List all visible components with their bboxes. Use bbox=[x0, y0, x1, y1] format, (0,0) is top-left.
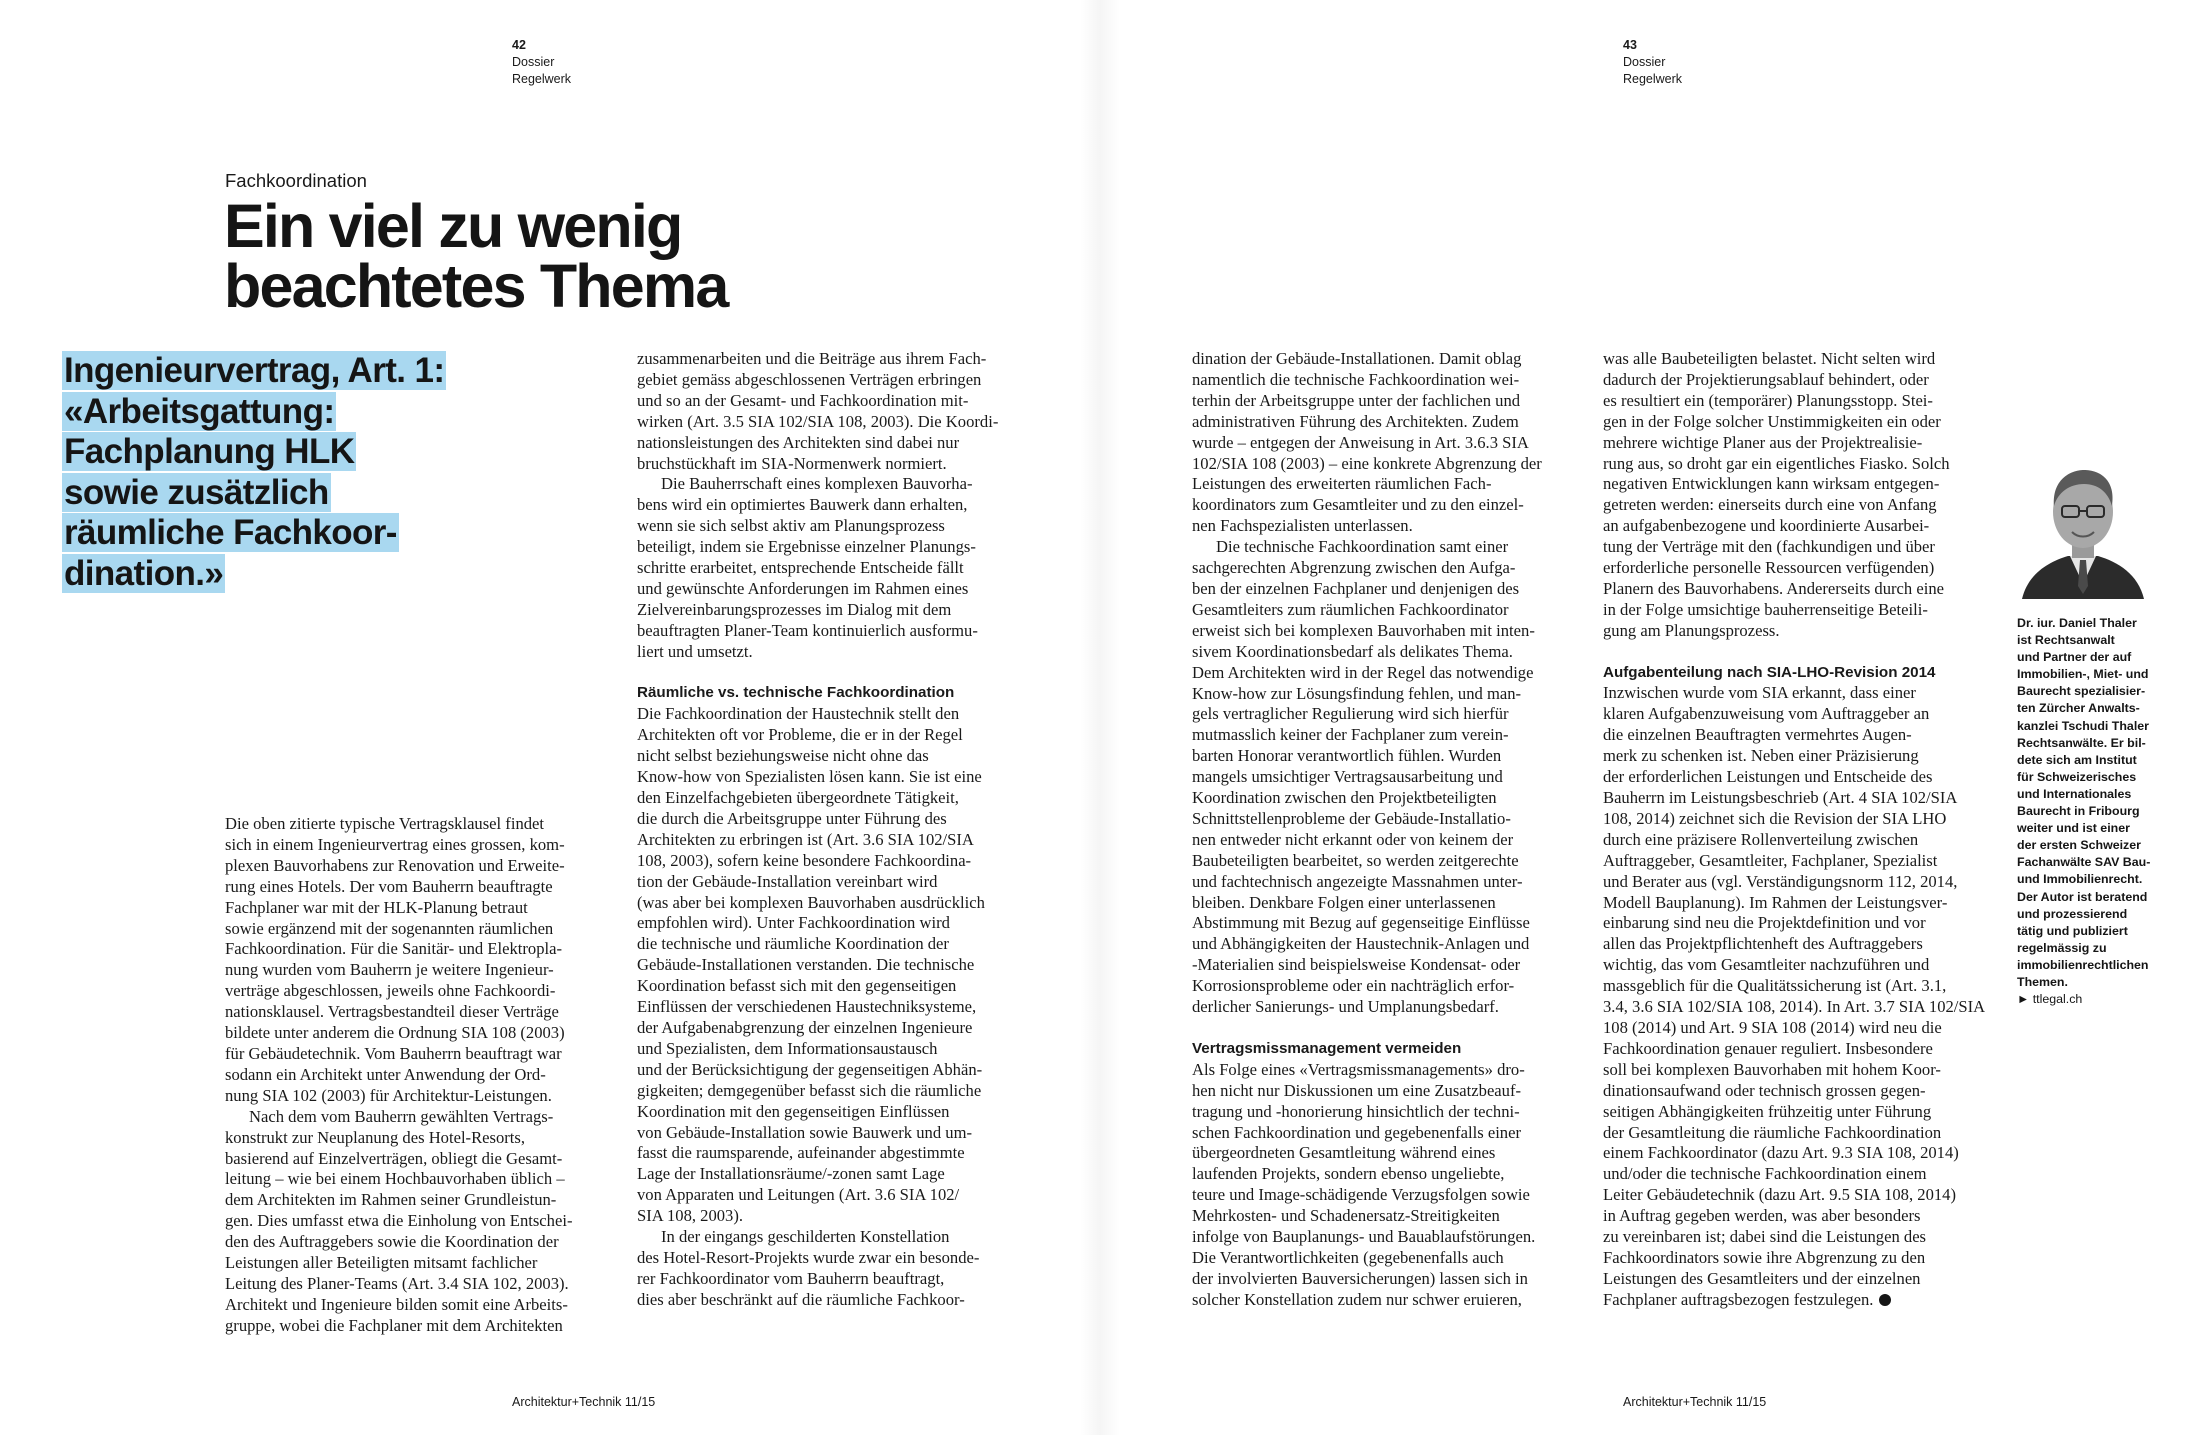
text-line: die technische und räumliche Koordination der bbox=[637, 934, 949, 954]
text-line: fasst die raumsparende, aufeinander abgestimmte bbox=[637, 1143, 965, 1163]
text-line: schen Fachkoordination und gegebenenfalls einer bbox=[1192, 1122, 1521, 1142]
bio-line: Baurecht in Fribourg bbox=[2017, 804, 2140, 819]
text-line: Die technische Fachkoordination samt einer bbox=[1216, 537, 1509, 557]
text-line: durch eine präzisere Rollenverteilung zwischen bbox=[1603, 829, 1919, 849]
text-line: Inzwischen wurde vom SIA erkannt, dass einer bbox=[1603, 683, 1916, 703]
text-line: dination der Gebäude-Installationen. Damit oblag bbox=[1192, 349, 1522, 368]
text-line: Die Bauherrschaft eines komplexen Bauvorha- bbox=[661, 474, 973, 494]
bio-line: und Partner der auf bbox=[2017, 650, 2132, 665]
right-page-footer: Architektur+Technik 11/15 bbox=[1623, 1395, 1767, 1409]
bio-line: tätig und publiziert bbox=[2017, 923, 2128, 938]
body-column-1 bbox=[225, 814, 605, 1337]
text-line: administrativen Führung des Architekten. Zudem bbox=[1192, 411, 1519, 431]
bio-line: dete sich am Institut bbox=[2017, 752, 2137, 767]
col4-text-part1 bbox=[1603, 349, 1993, 642]
text-line: an aufgabenbezogene und koordinierte Ausarbei- bbox=[1603, 516, 1930, 536]
text-line: der involvierten Bauversicherungen) lassen sich in bbox=[1192, 1268, 1528, 1288]
text-line: plexen Bauvorhabens zur Renovation und Erweite- bbox=[225, 855, 565, 875]
right-page-number: 43 bbox=[1623, 38, 1637, 52]
text-line: zusammenarbeiten und die Beiträge aus ihrem Fach- bbox=[637, 349, 987, 368]
text-line: laufenden Projekts, sondern ebenso ungeliebte, bbox=[1192, 1164, 1505, 1184]
author-link[interactable]: ► ttlegal.ch bbox=[2017, 992, 2083, 1007]
text-line: den des Auftraggebers sowie die Koordination der bbox=[225, 1232, 559, 1252]
text-line: verträge abgeschlossen, jeweils ohne Fachkoordi- bbox=[225, 981, 556, 1001]
text-line: wichtig, das vom Gesamtleiter nachzuführen und bbox=[1603, 955, 1930, 975]
text-line: solcher Konstellation zudem nur schwer eruieren, bbox=[1192, 1289, 1522, 1309]
text-line: konstrukt zur Neuplanung des Hotel-Resorts, bbox=[225, 1127, 526, 1147]
text-line: gen. Dies umfasst etwa die Einholung von Entschei- bbox=[225, 1211, 573, 1231]
text-line: gebiet gemäss abgeschlossenen Verträgen erbringen bbox=[637, 369, 982, 389]
bio-line: Immobilien-, Miet- und bbox=[2017, 667, 2149, 682]
text-line: Know-how von Spezialisten lösen kann. Sie ist eine bbox=[637, 767, 982, 787]
left-page-number: 42 bbox=[512, 38, 526, 52]
col4-text-part2 bbox=[1603, 683, 1993, 1310]
text-line: sodann ein Architekt unter Anwendung der Ord- bbox=[225, 1064, 546, 1084]
text-line: Dem Architekten wird in der Regel das notwendige bbox=[1192, 662, 1534, 682]
text-line: klaren Aufgabenzuweisung vom Auftraggeber an bbox=[1603, 704, 1930, 724]
text-line: Architekten oft vor Probleme, die er in der Regel bbox=[637, 725, 963, 745]
text-line: Modell Bauplanung). Im Rahmen der Leistungsver- bbox=[1603, 892, 1948, 912]
text-line: und Abhängigkeiten der Haustechnik-Anlagen und bbox=[1192, 934, 1530, 954]
bio-line: und Internationales bbox=[2017, 786, 2132, 801]
text-line: nationsklausel. Vertragsbestandteil dieser Verträge bbox=[225, 1002, 559, 1022]
article-kicker: Fachkoordination bbox=[225, 170, 367, 191]
text-line: dem Architekten im Rahmen seiner Grundleistun- bbox=[225, 1190, 557, 1210]
text-line: gen in der Folge solcher Unstimmigkeiten ein oder bbox=[1603, 411, 1941, 431]
pull-quote-line: räumliche Fachkoor- bbox=[64, 513, 397, 552]
bio-line: und Immobilienrecht. bbox=[2017, 872, 2143, 887]
left-page-footer: Architektur+Technik 11/15 bbox=[512, 1395, 656, 1409]
text-line: sachgerechten Abgrenzung zwischen den Aufga- bbox=[1192, 558, 1516, 578]
text-line: getreten werden: einerseits durch eine von Anfang bbox=[1603, 495, 1937, 515]
text-line: bruchstückhaft im SIA-Normenwerk normiert. bbox=[637, 453, 947, 473]
pull-quote-line: Fachplanung HLK bbox=[64, 432, 355, 471]
text-line: soll bei komplexen Bauvorhaben mit hohem Koor- bbox=[1603, 1059, 1941, 1079]
text-line: erforderliche personelle Ressourcen verfügenden) bbox=[1603, 558, 1935, 578]
text-line: nen Fachspezialisten unterlassen. bbox=[1192, 516, 1413, 536]
bio-line: ten Zürcher Anwalts- bbox=[2017, 701, 2140, 716]
body-column-4 bbox=[1603, 349, 1993, 1311]
text-line: und fachtechnisch angezeigte Massnahmen unter- bbox=[1192, 871, 1523, 891]
bio-line: immobilienrechtlichen bbox=[2017, 957, 2149, 972]
text-line: Die Verantwortlichkeiten (gegebenenfalls auch bbox=[1192, 1247, 1504, 1267]
text-line: derlicher Sanierungs- und Umplanungsbedarf. bbox=[1192, 997, 1499, 1017]
text-line: koordinators zum Gesamtleiter und zu den einzel- bbox=[1192, 495, 1524, 515]
text-line: für Gebäudetechnik. Vom Bauherrn beauftragt war bbox=[225, 1043, 562, 1063]
text-line: Fachkoordinators sowie ihre Abgrenzung zu den bbox=[1603, 1247, 1926, 1267]
text-line: schritte erarbeitet, entsprechende Entscheide fällt bbox=[637, 558, 964, 578]
text-line: einem Fachkoordinator (dazu Art. 9.3 SIA 108, 2014) bbox=[1603, 1143, 1959, 1163]
text-line: Bauherrn im Leistungsbeschrieb (Art. 4 SIA 102/SIA bbox=[1603, 788, 1958, 808]
text-line: nung SIA 102 (2003) für Architektur-Leistungen. bbox=[225, 1085, 552, 1105]
text-line: massgeblich für die Qualitätssicherung ist (Art. 3.1, bbox=[1603, 976, 1947, 996]
text-line: Architekt und Ingenieure bilden somit eine Arbeits- bbox=[225, 1294, 568, 1314]
pull-quote-line: sowie zusätzlich bbox=[64, 472, 329, 512]
page-gutter bbox=[1080, 0, 1120, 1435]
text-line: Know-how zur Lösungsfindung fehlen, und man- bbox=[1192, 683, 1522, 703]
text-line: zu vereinbaren ist; dabei sind die Leistungen des bbox=[1603, 1227, 1927, 1247]
text-line: infolge von Bauplanungs- und Bauablaufstörungen. bbox=[1192, 1227, 1536, 1247]
text-line: die durch die Arbeitsgruppe unter Führung des bbox=[637, 808, 947, 828]
right-page-subsection: Regelwerk bbox=[1623, 72, 1683, 86]
text-line: sowie ergänzend mit der sogenannten räumlichen bbox=[225, 918, 554, 938]
text-line: mehrere wichtige Planer aus der Projektrealisie- bbox=[1603, 432, 1923, 452]
col3-text-part1 bbox=[1192, 349, 1582, 1018]
text-line: namentlich die technische Fachkoordination wei- bbox=[1192, 369, 1520, 389]
text-line: 108, 2014) zeichnet sich die Revision der SIA LHO bbox=[1603, 808, 1947, 828]
text-line: Gebäude-Installationen verstanden. Die technische bbox=[637, 955, 975, 975]
text-line: von Gebäude-Installation sowie Bauwerk und um- bbox=[637, 1122, 973, 1142]
headline-line: Ein viel zu wenig bbox=[224, 192, 682, 260]
text-line: merk zu schenken ist. Neben einer Präzisierung bbox=[1603, 746, 1919, 766]
text-line: Fachkoordination genauer reguliert. Insbesondere bbox=[1603, 1038, 1933, 1058]
text-line: Architekten zu erbringen ist (Art. 3.6 SIA 102/SIA bbox=[637, 829, 974, 849]
text-line: Fachkoordination. Für die Sanitär- und Elektropla- bbox=[225, 939, 562, 959]
text-line: allen das Projektpflichtenheft des Auftraggebers bbox=[1603, 934, 1923, 954]
text-line: Koordination mit den gegenseitigen Einflüssen bbox=[637, 1101, 950, 1121]
bio-line: kanzlei Tschudi Thaler bbox=[2017, 718, 2149, 733]
text-line: tragung und -honorierung hinsichtlich der techni- bbox=[1192, 1101, 1520, 1121]
text-line: rung eines Hotels. Der vom Bauherrn beauftragte bbox=[225, 876, 553, 896]
text-line: und Berater aus (vgl. Verständigungsnorm 112, 2014, bbox=[1603, 871, 1958, 891]
text-line: Leitung des Planer-Teams (Art. 3.4 SIA 102, 2003). bbox=[225, 1273, 569, 1293]
col2-text-part2 bbox=[637, 704, 1027, 1310]
text-line: basierend auf Einzelverträgen, obliegt die Gesamt- bbox=[225, 1148, 563, 1168]
col2-subheading: Räumliche vs. technische Fachkoordination bbox=[637, 684, 955, 702]
text-line: Planern des Bauvorhabens. Andererseits durch eine bbox=[1603, 578, 1944, 598]
text-line: ben der einzelnen Fachplaner und denjenigen des bbox=[1192, 578, 1520, 598]
text-line: mutmasslich keiner der Fachplaner zum verein- bbox=[1192, 725, 1509, 745]
text-line: übergeordneten Gesamtleitung während eines bbox=[1192, 1143, 1496, 1163]
left-page-meta bbox=[512, 37, 571, 88]
body-column-3 bbox=[1192, 349, 1582, 1311]
text-line: Leistungen aller Beteiligten mitsamt fachlicher bbox=[225, 1253, 538, 1273]
text-line: 3.4, 3.6 SIA 102/SIA 108, 2014). In Art. 3.7 SIA 102/SIA bbox=[1603, 997, 1986, 1017]
text-line: -Materialien sind beispielsweise Kondensat- oder bbox=[1192, 955, 1521, 975]
author-photo bbox=[2018, 456, 2148, 599]
text-line: tion der Gebäude-Installation vereinbart wird bbox=[637, 871, 938, 891]
bio-line: und prozessierend bbox=[2017, 906, 2128, 921]
text-line: und so an der Gesamt- und Fachkoordination mit- bbox=[637, 390, 969, 410]
text-line: wenn sie sich selbst aktiv am Planungsprozess bbox=[637, 516, 945, 536]
text-line: bleiben. Denkbare Folgen einer unterlassenen bbox=[1192, 892, 1496, 912]
text-line: und gewünschte Anforderungen im Rahmen eines bbox=[637, 578, 969, 598]
text-line: und/oder die technische Fachkoordination einem bbox=[1603, 1164, 1927, 1184]
text-line: dinationsaufwand oder technisch grossen gegen- bbox=[1603, 1080, 1926, 1100]
text-line: des Hotel-Resort-Projekts wurde zwar ein besonde- bbox=[637, 1247, 980, 1267]
text-line: von Apparaten und Leitungen (Art. 3.6 SIA 102/ bbox=[637, 1185, 960, 1205]
text-line: Mehrkosten- und Schadenersatz-Streitigkeiten bbox=[1192, 1206, 1500, 1226]
bio-line: ist Rechtsanwalt bbox=[2017, 633, 2115, 648]
text-line: Leistungen des Gesamtleiters und der einzelnen bbox=[1603, 1268, 1921, 1288]
pull-quote-line: dination.» bbox=[64, 553, 224, 593]
author-portrait-image bbox=[2018, 456, 2148, 599]
text-line: beteiligt, indem sie Ergebnisse einzelner Planungs- bbox=[637, 537, 976, 557]
bio-line: für Schweizerisches bbox=[2017, 769, 2137, 784]
text-line: mangels umsichtiger Vertragsausarbeitung und bbox=[1192, 767, 1503, 787]
text-line: dies aber beschränkt auf die räumliche Fachkoor- bbox=[637, 1289, 965, 1309]
text-line: dadurch der Projektierungsablauf behindert, oder bbox=[1603, 369, 1929, 389]
text-line: gung am Planungsprozess. bbox=[1603, 620, 1780, 640]
text-line: Die oben zitierte typische Vertragsklausel findet bbox=[225, 814, 545, 833]
text-line: 108 (2014) und Art. 9 SIA 108 (2014) wird neu die bbox=[1603, 1017, 1942, 1037]
bio-line: regelmässig zu bbox=[2017, 940, 2107, 955]
text-line: Schnittstellenprobleme der Gebäude-Installatio- bbox=[1192, 808, 1511, 828]
text-line: Fachplaner war mit der HLK-Planung betraut bbox=[225, 897, 528, 917]
text-line: sich in einem Ingenieurvertrag eines grossen, kom- bbox=[225, 834, 565, 854]
text-line: nung wurden vom Bauherrn je weitere Ingenieur- bbox=[225, 960, 554, 980]
text-line: barten Honorar verantwortlich fühlen. Wurden bbox=[1192, 746, 1502, 766]
text-line: sivem Koordinationsbedarf als delikates Thema. bbox=[1192, 641, 1513, 661]
text-line: nen entweder nicht erkannt oder von keinem der bbox=[1192, 829, 1514, 849]
pull-quote bbox=[62, 351, 582, 594]
text-line: hen nicht nur Diskussionen um eine Zusatzbeauf- bbox=[1192, 1080, 1522, 1100]
text-line: bildete unter anderem die Ordnung SIA 108 (2003) bbox=[225, 1023, 565, 1043]
text-line: der Aufgabenabgrenzung der einzelnen Ingenieure bbox=[637, 1017, 973, 1037]
text-line: der Gesamtleitung die räumliche Fachkoordination bbox=[1603, 1122, 1942, 1142]
pull-quote-line: Ingenieurvertrag, Art. 1: bbox=[64, 351, 445, 390]
text-line: bens wird ein optimiertes Bauwerk dann erhalten, bbox=[637, 495, 968, 515]
text-line: terhin der Arbeitsgruppe unter der fachlichen und bbox=[1192, 390, 1521, 410]
text-line: und Spezialisten, dem Informationsaustausch bbox=[637, 1038, 938, 1058]
text-line: Lage der Installationsräume/-zonen samt Lage bbox=[637, 1164, 945, 1184]
bio-line: weiter und ist einer bbox=[2017, 821, 2130, 836]
text-line: den Einzelfachgebieten übergeordnete Tätigkeit, bbox=[637, 788, 959, 808]
bio-line: Themen. bbox=[2017, 974, 2068, 989]
text-line: gels vertraglicher Regulierung wird sich hierfür bbox=[1192, 704, 1509, 724]
text-line: In der eingangs geschilderten Konstellation bbox=[661, 1227, 950, 1247]
text-line: leitung – wie bei einem Hochbauvorhaben üblich – bbox=[225, 1169, 565, 1189]
col2-text-part1 bbox=[637, 349, 1027, 663]
text-line: in Auftrag gegeben werden, was aber besonders bbox=[1603, 1206, 1921, 1226]
text-line: in der Folge umsichtige bauherrenseitige Beteili- bbox=[1603, 599, 1928, 619]
author-bio bbox=[2017, 615, 2177, 1008]
right-page-section: Dossier bbox=[1623, 55, 1666, 69]
right-page-meta bbox=[1623, 37, 1682, 88]
text-line: negativen Entwicklungen kann wirksam entgegen- bbox=[1603, 474, 1940, 494]
text-line: 108, 2003), sofern keine besondere Fachkoordina- bbox=[637, 850, 972, 870]
text-line: die einzelnen Beauftragten vermehrtes Augen- bbox=[1603, 725, 1912, 745]
text-line: teure und Image-schädigende Verzugsfolgen sowie bbox=[1192, 1185, 1530, 1205]
text-line: gigkeiten; demgegenüber befasst sich die räumliche bbox=[637, 1080, 982, 1100]
text-line: liert und umsetzt. bbox=[637, 641, 753, 661]
text-line: seitigen Abhängigkeiten frühzeitig unter Führung bbox=[1603, 1101, 1932, 1121]
text-line: rer Fachkoordinator vom Bauherrn beauftragt, bbox=[637, 1268, 945, 1288]
text-line: es resultiert ein (temporärer) Planungsstopp. Stei- bbox=[1603, 390, 1933, 410]
text-line: Koordination befasst sich mit den gegenseitigen bbox=[637, 976, 957, 996]
text-line: Zielvereinbarungsprozesses im Dialog mit dem bbox=[637, 599, 952, 619]
text-line: empfohlen wird). Unter Fachkoordination wird bbox=[637, 913, 950, 933]
pull-quote-line: «Arbeitsgattung: bbox=[64, 391, 335, 431]
text-line: Einflüssen der verschiedenen Haustechniksysteme, bbox=[637, 997, 977, 1017]
text-line: 102/SIA 108 (2003) – eine konkrete Abgrenzung der bbox=[1192, 453, 1542, 473]
text-line: rung aus, so droht gar ein eigentliches Fiasko. Solch bbox=[1603, 453, 1950, 473]
text-line: einbarung sind neu die Projektdefinition und vor bbox=[1603, 913, 1926, 933]
text-line: Koordination zwischen den Projektbeteiligten bbox=[1192, 788, 1497, 808]
text-line: der erforderlichen Leistungen und Entscheide des bbox=[1603, 767, 1933, 787]
text-line: Fachplaner auftragsbezogen festzulegen. bbox=[1603, 1290, 1993, 1311]
article-headline bbox=[224, 192, 728, 320]
text-line: gruppe, wobei die Fachplaner mit dem Architekten bbox=[225, 1315, 563, 1335]
text-line: wurde – entgegen der Anweisung in Art. 3.6.3 SIA bbox=[1192, 432, 1529, 452]
text-line: und der Berücksichtigung der gegenseitigen Abhän- bbox=[637, 1059, 983, 1079]
end-mark-icon bbox=[1879, 1294, 1891, 1306]
text-line: Abstimmung mit Bezug auf gegenseitige Einflüsse bbox=[1192, 913, 1530, 933]
headline-line: beachtetes Thema bbox=[224, 252, 728, 320]
text-line: erweist sich bei komplexen Bauvorhaben mit inten- bbox=[1192, 620, 1535, 640]
text-line: Auftraggeber, Gesamtleiter, Fachplaner, Spezialist bbox=[1603, 850, 1938, 870]
author-bio-text bbox=[2017, 615, 2177, 991]
col3-text-part2 bbox=[1192, 1060, 1582, 1311]
text-line: Leiter Gebäudetechnik (dazu Art. 9.5 SIA 108, 2014) bbox=[1603, 1185, 1956, 1205]
bio-line: der ersten Schweizer bbox=[2017, 838, 2141, 853]
bio-line: Dr. iur. Daniel Thaler bbox=[2017, 616, 2137, 630]
text-line: Korrosionsprobleme oder ein nachträglich erfor- bbox=[1192, 976, 1515, 996]
col3-subheading: Vertragsmissmanagement vermeiden bbox=[1192, 1039, 1462, 1057]
text-line: tung der Verträge mit den (fachkundigen und über bbox=[1603, 537, 1935, 557]
text-line: was alle Baubeteiligten belastet. Nicht selten wird bbox=[1603, 349, 1936, 368]
bio-line: Der Autor ist beratend bbox=[2017, 889, 2148, 904]
text-line: Die Fachkoordination der Haustechnik stellt den bbox=[637, 704, 960, 724]
bio-line: Baurecht spezialisier- bbox=[2017, 684, 2146, 699]
bio-line: Fachanwälte SAV Bau- bbox=[2017, 855, 2151, 870]
text-line: SIA 108, 2003). bbox=[637, 1206, 744, 1226]
bio-line: Rechtsanwälte. Er bil- bbox=[2017, 735, 2146, 750]
col4-subheading: Aufgabenteilung nach SIA-LHO-Revision 2014 bbox=[1603, 663, 1936, 681]
text-line: Leistungen des erweiterten räumlichen Fach- bbox=[1192, 474, 1492, 494]
text-line: Nach dem vom Bauherrn gewählten Vertrags- bbox=[249, 1106, 554, 1126]
text-line: beauftragten Planer-Team kontinuierlich ausformu- bbox=[637, 620, 978, 640]
left-page-subsection: Regelwerk bbox=[512, 72, 572, 86]
left-page-section: Dossier bbox=[512, 55, 555, 69]
text-line: Gesamtleiters zum räumlichen Fachkoordinator bbox=[1192, 599, 1509, 619]
text-line: Baubeteiligten bearbeitet, so werden zeitgerechte bbox=[1192, 850, 1519, 870]
text-line: nationsleistungen des Architekten sind dabei nur bbox=[637, 432, 960, 452]
text-line: Als Folge eines «Vertragsmissmanagements» dro- bbox=[1192, 1059, 1525, 1079]
text-line: nicht selbst beziehungsweise nicht ohne das bbox=[637, 746, 929, 766]
text-line: (was aber bei komplexen Bauvorhaben ausdrücklich bbox=[637, 892, 985, 912]
body-column-2 bbox=[637, 349, 1027, 1311]
text-line: wirken (Art. 3.5 SIA 102/SIA 108, 2003). Die Koordi- bbox=[637, 411, 999, 431]
